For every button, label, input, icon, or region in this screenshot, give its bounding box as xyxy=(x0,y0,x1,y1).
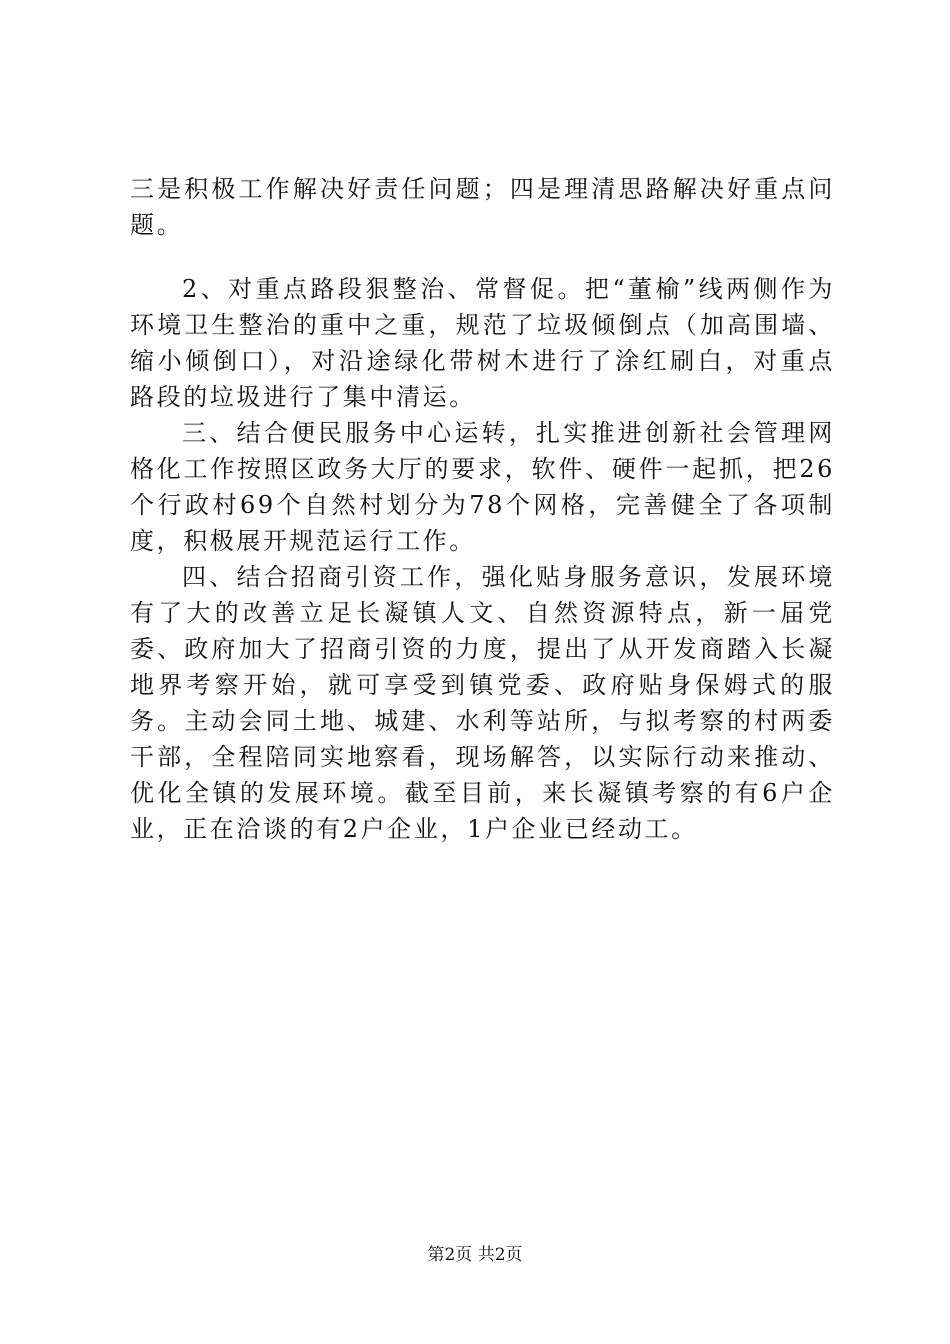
paragraph-spacer xyxy=(130,243,835,271)
paragraph-continuation: 三是积极工作解决好责任问题；四是理清思路解决好重点问题。 xyxy=(130,175,835,239)
page-footer: 第2页 共2页 xyxy=(427,1245,523,1265)
paragraph-grid-management: 三、结合便民服务中心运转，扎实推进创新社会管理网格化工作按照区政务大厅的要求，软件、硬件一起抓，把26个行政村69个自然村划分为78个网格，完善健全了各项制度，积极展开规范运行工作。 xyxy=(130,419,835,555)
document-body xyxy=(130,171,835,847)
paragraph-investment-attraction: 四、结合招商引资工作，强化贴身服务意识，发展环境有了大的改善立足长凝镇人文、自然资源特点，新一届党委、政府加大了招商引资的力度，提出了从开发商踏入长凝地界考察开始，就可享受到镇党委、政府贴身保姆式的服务。主动会同土地、城建、水利等站所，与拟考察的村两委干部，全程陪同实地察看，现场解答，以实际行动来推动、优化全镇的发展环境。截至目前，来长凝镇考察的有6户企业，正在洽谈的有2户企业，1户企业已经动工。 xyxy=(130,563,835,843)
paragraph-road-rectification: 2、对重点路段狠整治、常督促。把“董榆”线两侧作为环境卫生整治的重中之重，规范了垃圾倾倒点（加高围墙、缩小倾倒口），对沿途绿化带树木进行了涂红刷白，对重点路段的垃圾进行了集中清运。 xyxy=(130,275,835,411)
